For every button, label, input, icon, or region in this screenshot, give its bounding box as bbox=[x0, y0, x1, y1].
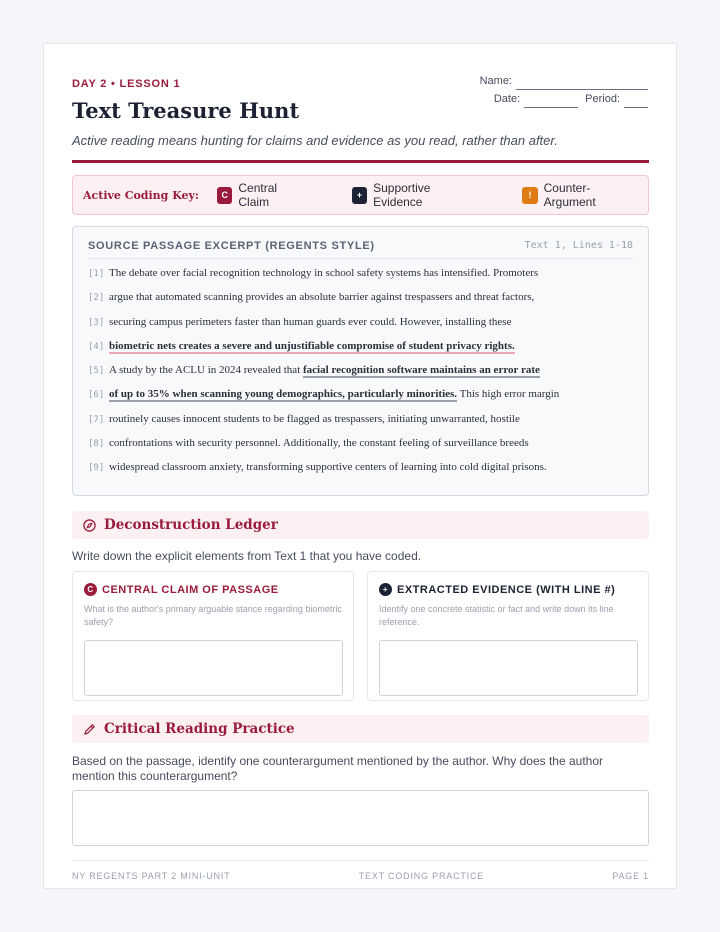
coding-key bbox=[72, 175, 649, 215]
page-title: Text Treasure Hunt bbox=[72, 98, 300, 123]
key-item-label: Counter-Argument bbox=[543, 181, 596, 209]
student-fields bbox=[480, 72, 648, 108]
plus-circle-icon: + bbox=[379, 583, 392, 596]
footer-page-number: PAGE 1 bbox=[612, 871, 649, 881]
header-rule bbox=[72, 160, 649, 163]
passage-line bbox=[88, 316, 633, 340]
critical-reading-header bbox=[72, 715, 649, 743]
line-number: [2] bbox=[88, 293, 105, 304]
passage-line bbox=[88, 461, 633, 485]
coded-evidence: of up to 35% when scanning young demographics, particularly minorities. bbox=[109, 388, 458, 401]
pen-icon bbox=[83, 723, 96, 736]
passage-line bbox=[88, 388, 633, 412]
line-number: [5] bbox=[88, 366, 105, 377]
passage-line bbox=[88, 364, 633, 388]
ledger-instruction: Write down the explicit elements from Text 1 that you have coded. bbox=[72, 549, 422, 563]
evidence-badge-icon: + bbox=[352, 187, 367, 204]
footer-center: TEXT CODING PRACTICE bbox=[358, 871, 485, 881]
section-title: Deconstruction Ledger bbox=[104, 517, 278, 533]
line-text: A study by the ACLU in 2024 revealed that facial recognition software maintains an error rate bbox=[109, 364, 540, 377]
compass-icon bbox=[83, 519, 96, 532]
key-item-counter-argument bbox=[522, 181, 638, 209]
card-prompt: What is the author's primary arguable stance regarding biometric safety? bbox=[84, 604, 342, 627]
name-blank[interactable] bbox=[516, 78, 648, 90]
central-claim-answer-box[interactable] bbox=[84, 640, 343, 696]
key-item-label: Supportive Evidence bbox=[373, 181, 431, 209]
footer-left: NY REGENTS PART 2 MINI-UNIT bbox=[72, 871, 231, 881]
line-text: argue that automated scanning provides an absolute barrier against trespassers and threat factors, bbox=[109, 291, 535, 304]
passage-lines bbox=[88, 267, 633, 486]
extracted-evidence-card bbox=[367, 571, 649, 701]
card-title: EXTRACTED EVIDENCE (WITH LINE #) bbox=[397, 583, 616, 596]
line-text: widespread classroom anxiety, transforming supportive centers of learning into cold digital prisons. bbox=[109, 461, 547, 474]
source-passage bbox=[72, 226, 649, 496]
card-title: CENTRAL CLAIM OF PASSAGE bbox=[102, 583, 279, 596]
passage-title: SOURCE PASSAGE EXCERPT (REGENTS STYLE) bbox=[88, 240, 375, 252]
claim-circle-icon: C bbox=[84, 583, 97, 596]
line-text bbox=[109, 340, 515, 352]
page-footer bbox=[72, 860, 649, 881]
date-period-field bbox=[480, 90, 648, 108]
line-number: [9] bbox=[88, 463, 105, 474]
period-blank[interactable] bbox=[624, 96, 648, 108]
line-number: [1] bbox=[88, 269, 105, 279]
date-blank[interactable] bbox=[524, 96, 578, 108]
counterargument-answer-box[interactable] bbox=[72, 790, 649, 846]
page-subtitle: Active reading means hunting for claims and evidence as you read, rather than after. bbox=[72, 133, 558, 148]
evidence-answer-box[interactable] bbox=[379, 640, 638, 696]
line-text: routinely causes innocent students to be flagged as trespassers, initiating unwarranted, hostile bbox=[109, 412, 520, 425]
card-prompt: Identify one concrete statistic or fact and write down its line reference. bbox=[379, 604, 614, 627]
worksheet-page bbox=[43, 43, 677, 889]
section-title: Critical Reading Practice bbox=[104, 721, 295, 737]
line-text: confrontations with security personnel. Additionally, the constant feeling of surveillance breeds bbox=[109, 437, 529, 450]
line-number: [8] bbox=[88, 439, 105, 450]
name-field[interactable] bbox=[480, 72, 648, 90]
line-number: [7] bbox=[88, 414, 105, 425]
counter-badge-icon: ! bbox=[522, 187, 537, 204]
passage-line bbox=[88, 291, 633, 315]
line-text: of up to 35% when scanning young demographics, particularly minorities. This high error margin bbox=[109, 388, 560, 401]
date-label: Date: bbox=[493, 93, 521, 105]
coding-key-label: Active Coding Key: bbox=[83, 188, 199, 202]
coded-central-claim: biometric nets creates a severe and unjustifiable compromise of student privacy rights. bbox=[109, 339, 515, 352]
line-text: The debate over facial recognition technology in school safety systems has intensified. Promoters bbox=[109, 267, 539, 279]
passage-header bbox=[88, 240, 633, 259]
coded-evidence: facial recognition software maintains an error rate bbox=[303, 364, 540, 377]
passage-line bbox=[88, 267, 633, 291]
key-item-central-claim bbox=[217, 181, 308, 209]
card-header bbox=[84, 583, 342, 596]
practice-instruction: Based on the passage, identify one counterargument mentioned by the author. Why does the author mention this counterargument? bbox=[72, 754, 604, 783]
lesson-eyebrow: DAY 2 • LESSON 1 bbox=[72, 78, 181, 90]
passage-line bbox=[88, 413, 633, 437]
key-item-label: Central Claim bbox=[238, 181, 278, 209]
line-number: [3] bbox=[88, 317, 105, 328]
central-claim-card bbox=[72, 571, 354, 701]
line-text: securing campus perimeters faster than human guards ever could. However, installing these bbox=[109, 315, 512, 328]
key-item-supportive-evidence bbox=[352, 181, 479, 209]
passage-reference: Text 1, Lines 1-18 bbox=[524, 240, 633, 251]
deconstruction-ledger-header bbox=[72, 511, 649, 539]
line-number: [6] bbox=[88, 390, 105, 401]
name-label: Name: bbox=[479, 75, 512, 87]
period-label: Period: bbox=[585, 93, 620, 105]
card-header bbox=[379, 583, 637, 596]
passage-line bbox=[88, 340, 633, 364]
claim-badge-icon: C bbox=[217, 187, 232, 204]
passage-line bbox=[88, 437, 633, 461]
line-number: [4] bbox=[88, 341, 105, 352]
